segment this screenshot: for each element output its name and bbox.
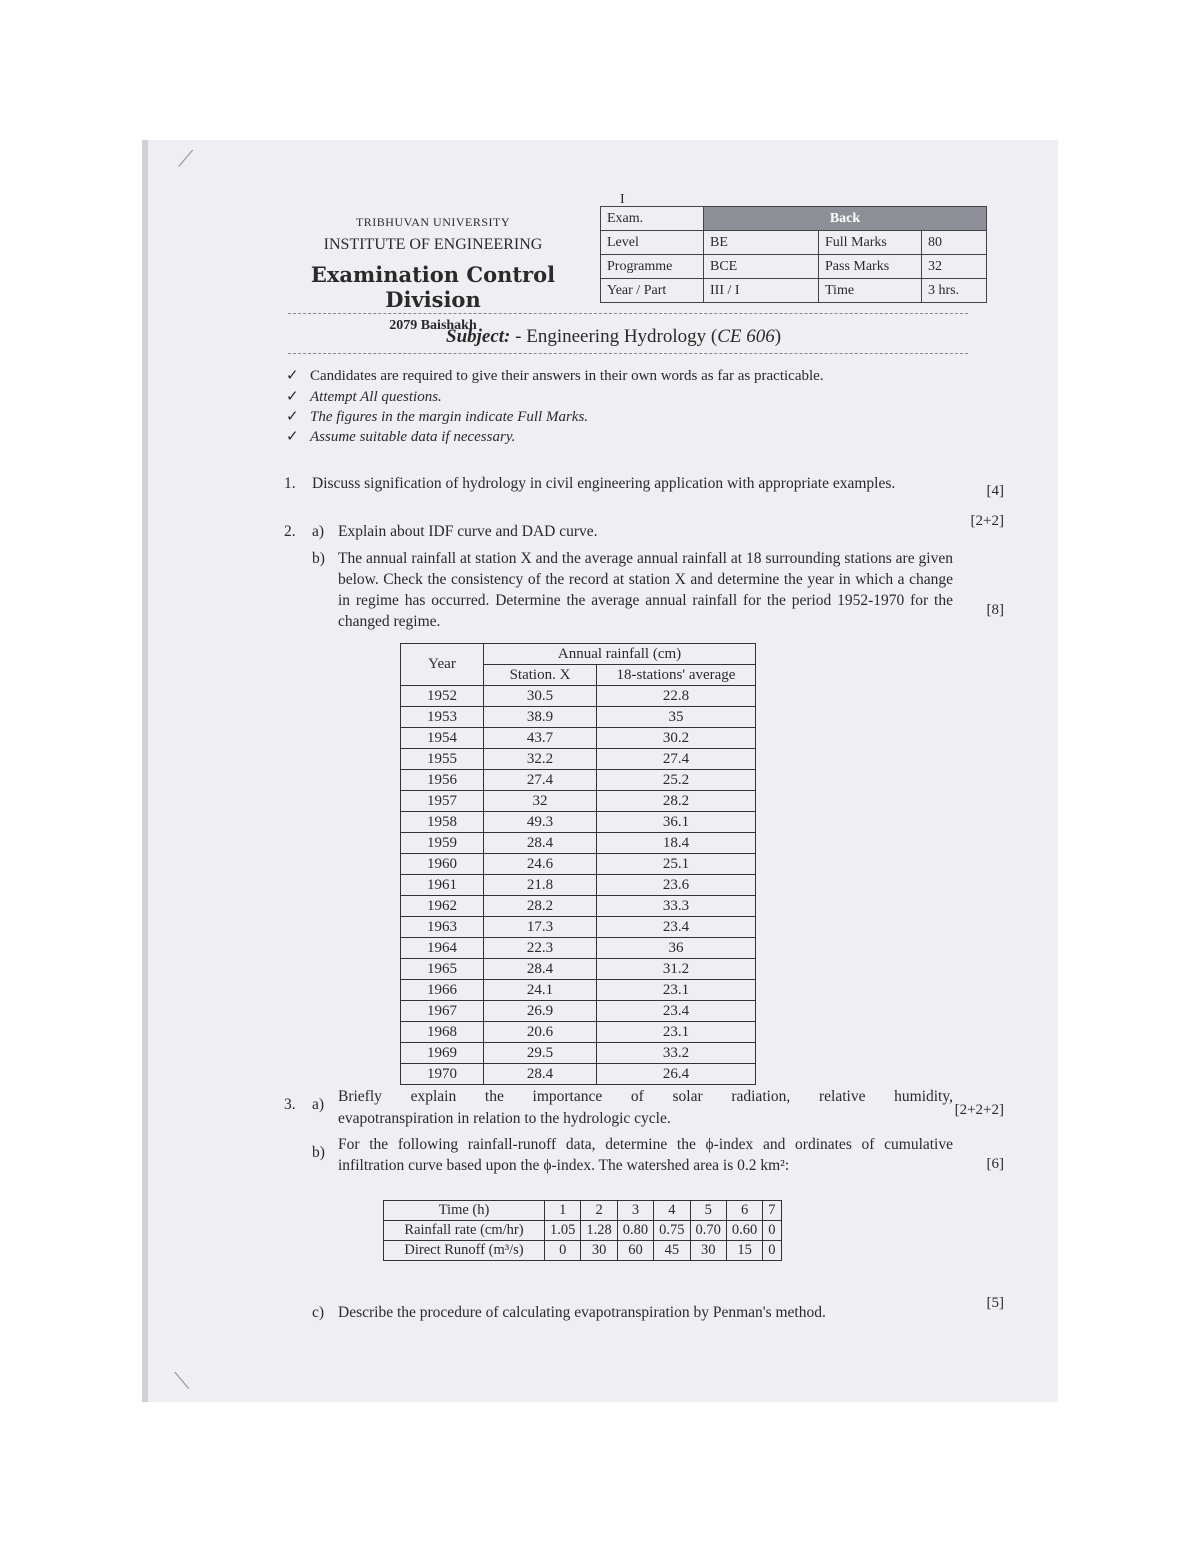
row-average: 33.2 (597, 1043, 756, 1064)
row-average: 36.1 (597, 812, 756, 833)
runoff-cell: 30 (690, 1241, 726, 1261)
row-average: 23.6 (597, 875, 756, 896)
university-name: TRIBHUVAN UNIVERSITY (355, 215, 511, 229)
divider-top (288, 313, 968, 314)
row-station-x: 49.3 (484, 812, 597, 833)
time-label: Time (819, 279, 922, 303)
row-station-x: 43.7 (484, 728, 597, 749)
row-average: 23.1 (597, 1022, 756, 1043)
instruction-item: ✓ The figures in the margin indicate Full Marks. (286, 409, 589, 425)
rain-row-label: Rainfall rate (cm/hr) (384, 1221, 545, 1241)
row-year: 1959 (401, 833, 484, 854)
instruction-item: ✓ Attempt All questions. (286, 389, 442, 405)
row-average: 31.2 (597, 959, 756, 980)
rainfall-row (401, 686, 756, 707)
row-station-x: 28.4 (484, 959, 597, 980)
rain-cell: 0.60 (726, 1221, 762, 1241)
row-average: 35 (597, 707, 756, 728)
row-station-x: 21.8 (484, 875, 597, 896)
row-station-x: 38.9 (484, 707, 597, 728)
question-2b-text: The annual rainfall at station X and the average annual rainfall at 18 surrounding stations are given below. Check the consistency of the record at station X and determine the year in which a change in regime has occurred. Determine the average annual rainfall for the period 1952-1970 for the changed regime. (338, 550, 953, 630)
row-average: 23.4 (597, 917, 756, 938)
subject-text: - Engineering Hydrology ( (515, 326, 718, 347)
row-station-x: 30.5 (484, 686, 597, 707)
full-marks-label: Full Marks (819, 231, 922, 255)
institution-header (278, 215, 588, 334)
row-station-x: 27.4 (484, 770, 597, 791)
question-2a-label: a) (312, 523, 325, 540)
question-1-text: Discuss signification of hydrology in civil engineering application with appropriate examples. (312, 475, 896, 492)
check-icon: ✓ (286, 409, 299, 425)
row-average: 18.4 (597, 833, 756, 854)
runoff-cell: 0 (545, 1241, 581, 1261)
subject-close: ) (774, 326, 782, 347)
time-cell: 6 (726, 1201, 762, 1221)
stations-average-header: 18-stations' average (597, 665, 756, 686)
year-header: Year (401, 644, 484, 686)
row-year: 1970 (401, 1064, 484, 1085)
row-station-x: 28.2 (484, 896, 597, 917)
question-1-number: 1. (284, 475, 296, 492)
row-average: 27.4 (597, 749, 756, 770)
row-year: 1963 (401, 917, 484, 938)
runoff-cell: 45 (654, 1241, 690, 1261)
question-2b-marks: [8] (986, 602, 1004, 618)
full-marks-value: 80 (922, 231, 987, 255)
rain-cell: 0.80 (617, 1221, 653, 1241)
rainfall-row (401, 959, 756, 980)
runoff-row-label: Direct Runoff (m³/s) (384, 1241, 545, 1261)
row-year: 1962 (401, 896, 484, 917)
question-3b-text: For the following rainfall-runoff data, determine the ϕ-index and ordinates of cumulative infiltration curve based upon the ϕ-index. The watershed area is 0.2 km²: (338, 1136, 953, 1174)
question-3a-marks: [2+2+2] (954, 1102, 1004, 1118)
row-year: 1965 (401, 959, 484, 980)
check-icon: ✓ (286, 429, 299, 445)
rainfall-row (401, 728, 756, 749)
time-cell: 1 (545, 1201, 581, 1221)
row-year: 1958 (401, 812, 484, 833)
row-year: 1969 (401, 1043, 484, 1064)
level-value: BE (704, 231, 819, 255)
question-1-marks: [4] (986, 483, 1004, 499)
question-2b-label: b) (312, 550, 325, 567)
station-x-header: Station. X (484, 665, 597, 686)
subject-code: CE 606 (717, 326, 775, 347)
row-year: 1960 (401, 854, 484, 875)
row-station-x: 24.1 (484, 980, 597, 1001)
row-year: 1968 (401, 1022, 484, 1043)
rain-cell: 0 (763, 1221, 781, 1241)
rainfall-row (401, 1043, 756, 1064)
row-average: 23.4 (597, 1001, 756, 1022)
question-2a-marks: [2+2] (970, 513, 1004, 529)
time-cell: 4 (654, 1201, 690, 1221)
exam-value: Back (704, 207, 987, 231)
time-cell: 7 (763, 1201, 781, 1221)
row-station-x: 28.4 (484, 1064, 597, 1085)
rainfall-runoff-table (383, 1200, 782, 1261)
time-cell: 2 (581, 1201, 617, 1221)
rainfall-row (401, 980, 756, 1001)
row-station-x: 29.5 (484, 1043, 597, 1064)
time-cell: 3 (617, 1201, 653, 1221)
runoff-cell: 15 (726, 1241, 762, 1261)
check-icon: ✓ (286, 368, 299, 384)
year-part-label: Year / Part (601, 279, 704, 303)
divider-bottom (288, 353, 968, 354)
question-3a-label: a) (312, 1096, 325, 1113)
row-station-x: 32.2 (484, 749, 597, 770)
question-3c-text: Describe the procedure of calculating evapotranspiration by Penman's method. (338, 1304, 826, 1321)
row-average: 26.4 (597, 1064, 756, 1085)
question-3a-text-line2: evapotranspiration in relation to the hydrologic cycle. (338, 1110, 671, 1127)
exam-label: Exam. (601, 207, 704, 231)
row-station-x: 26.9 (484, 1001, 597, 1022)
rain-cell: 1.05 (545, 1221, 581, 1241)
rainfall-table-body (401, 686, 756, 1085)
row-year: 1961 (401, 875, 484, 896)
row-year: 1957 (401, 791, 484, 812)
row-year: 1954 (401, 728, 484, 749)
row-year: 1966 (401, 980, 484, 1001)
question-3a-text-line1: Briefly explain the importance of solar radiation, relative humidity, (338, 1088, 953, 1105)
rainfall-row (401, 1022, 756, 1043)
runoff-cell: 0 (763, 1241, 781, 1261)
division-name: Examination Control Division (310, 262, 556, 312)
rainfall-row (401, 812, 756, 833)
row-average: 36 (597, 938, 756, 959)
programme-value: BCE (704, 255, 819, 279)
rainfall-row (401, 1064, 756, 1085)
row-average: 30.2 (597, 728, 756, 749)
rainfall-row (401, 854, 756, 875)
rainfall-row (401, 833, 756, 854)
time-row-label: Time (h) (384, 1201, 545, 1221)
subject-line (446, 326, 781, 348)
row-average: 25.1 (597, 854, 756, 875)
row-average: 25.2 (597, 770, 756, 791)
rainfall-row (401, 791, 756, 812)
handwritten-mark: I (620, 192, 625, 207)
rainfall-row (401, 917, 756, 938)
rain-cell: 1.28 (581, 1221, 617, 1241)
programme-label: Programme (601, 255, 704, 279)
instruction-item: ✓ Candidates are required to give their answers in their own words as far as practicable. (286, 368, 824, 384)
question-3b-marks: [6] (986, 1156, 1004, 1172)
row-average: 33.3 (597, 896, 756, 917)
rainfall-row (401, 896, 756, 917)
question-3b-label: b) (312, 1144, 325, 1161)
paper-fold-mark: ⟋ (178, 146, 194, 171)
row-station-x: 32 (484, 791, 597, 812)
annual-rainfall-header: Annual rainfall (cm) (484, 644, 756, 665)
pass-marks-label: Pass Marks (819, 255, 922, 279)
question-3-number: 3. (284, 1096, 296, 1113)
rain-cell: 0.70 (690, 1221, 726, 1241)
instruction-item: ✓ Assume suitable data if necessary. (286, 429, 516, 445)
rainfall-row (401, 749, 756, 770)
question-3c-label: c) (312, 1304, 325, 1321)
year-part-value: III / I (704, 279, 819, 303)
rain-cell: 0.75 (654, 1221, 690, 1241)
row-year: 1955 (401, 749, 484, 770)
runoff-cell: 60 (617, 1241, 653, 1261)
time-cell: 5 (690, 1201, 726, 1221)
question-2-number: 2. (284, 523, 296, 540)
exam-date: 2079 Baishakh (389, 318, 477, 333)
row-station-x: 28.4 (484, 833, 597, 854)
subject-label: Subject: (446, 326, 511, 347)
row-station-x: 22.3 (484, 938, 597, 959)
row-year: 1956 (401, 770, 484, 791)
rainfall-row (401, 770, 756, 791)
paper-fold-mark: ⟍ (174, 1368, 190, 1393)
rainfall-row (401, 1001, 756, 1022)
rainfall-table (400, 643, 756, 1085)
row-station-x: 17.3 (484, 917, 597, 938)
row-station-x: 20.6 (484, 1022, 597, 1043)
question-2a-text: Explain about IDF curve and DAD curve. (338, 523, 598, 540)
row-year: 1953 (401, 707, 484, 728)
row-year: 1964 (401, 938, 484, 959)
rainfall-row (401, 875, 756, 896)
row-year: 1952 (401, 686, 484, 707)
exam-paper (142, 140, 1058, 1402)
institute-name: INSTITUTE OF ENGINEERING (323, 236, 543, 253)
exam-info-table (600, 206, 987, 303)
level-label: Level (601, 231, 704, 255)
time-value: 3 hrs. (922, 279, 987, 303)
question-3c-marks: [5] (986, 1295, 1004, 1311)
row-year: 1967 (401, 1001, 484, 1022)
rainfall-row (401, 938, 756, 959)
runoff-cell: 30 (581, 1241, 617, 1261)
row-average: 22.8 (597, 686, 756, 707)
check-icon: ✓ (286, 389, 299, 405)
rainfall-row (401, 707, 756, 728)
pass-marks-value: 32 (922, 255, 987, 279)
row-average: 23.1 (597, 980, 756, 1001)
row-station-x: 24.6 (484, 854, 597, 875)
row-average: 28.2 (597, 791, 756, 812)
